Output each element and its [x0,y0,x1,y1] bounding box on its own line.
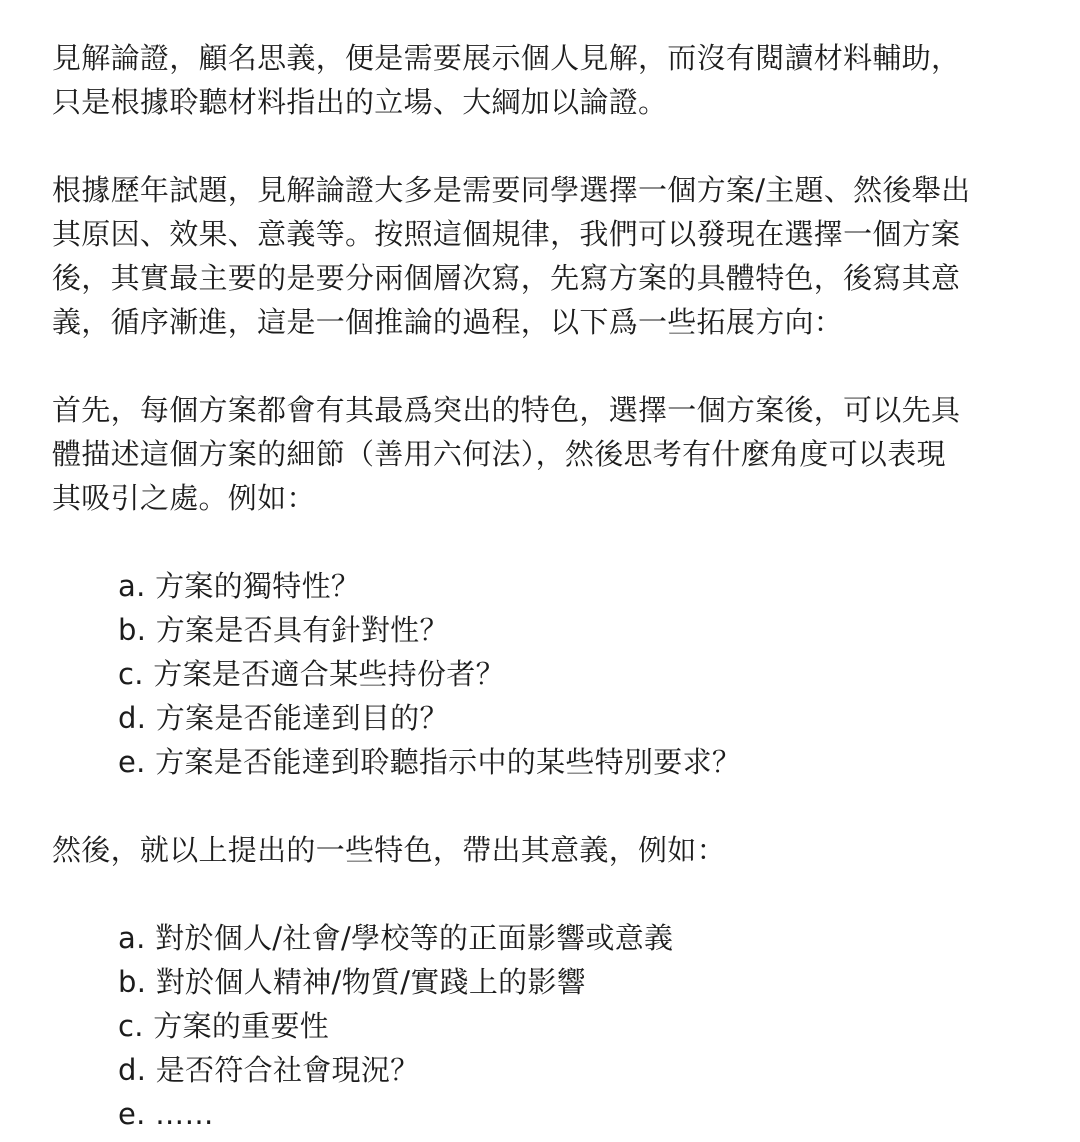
list-item: b. 對於個人精神/物質/實踐上的影響 [118,965,587,999]
list-item: a. 方案的獨特性？ [118,569,361,603]
list-item: a. 對於個人/社會/學校等的正面影響或意義 [118,921,674,955]
features-list [52,564,1040,784]
list-item: d. 是否符合社會現況？ [118,1053,420,1087]
intro-paragraph: 見解論證，顧名思義，便是需要展示個人見解，而沒有閱讀材料輔助， 只是根據聆聽材料指出的立場、大綱加以論證。 [52,41,961,119]
list-item: b. 方案是否具有針對性？ [118,613,449,647]
list-item: d. 方案是否能達到目的？ [118,701,449,735]
list-item: e. 方案是否能達到聆聽指示中的某些特別要求？ [118,745,742,779]
list-item: e. …… [118,1097,214,1131]
meaning-paragraph: 然後，就以上提出的一些特色，帶出其意義，例如： [52,833,726,867]
list-item: c. 方案的重要性 [118,1009,330,1043]
meaning-list [52,916,1040,1136]
features-paragraph: 首先，每個方案都會有其最爲突出的特色，選擇一個方案後，可以先具 體描述這個方案的細節（善用六何法），然後思考有什麼角度可以表現 其吸引之處。例如： [52,393,961,515]
list-item: c. 方案是否適合某些持份者？ [118,657,505,691]
pattern-paragraph: 根據歷年試題，見解論證大多是需要同學選擇一個方案/主題、然後舉出 其原因、效果、意義等。按照這個規律，我們可以發現在選擇一個方案 後，其實最主要的是要分兩個層次寫，先寫方案的具體特色，後寫其意 義，循序漸進，這是一個推論的過程，以下爲一些拓展方向： [52,173,971,339]
